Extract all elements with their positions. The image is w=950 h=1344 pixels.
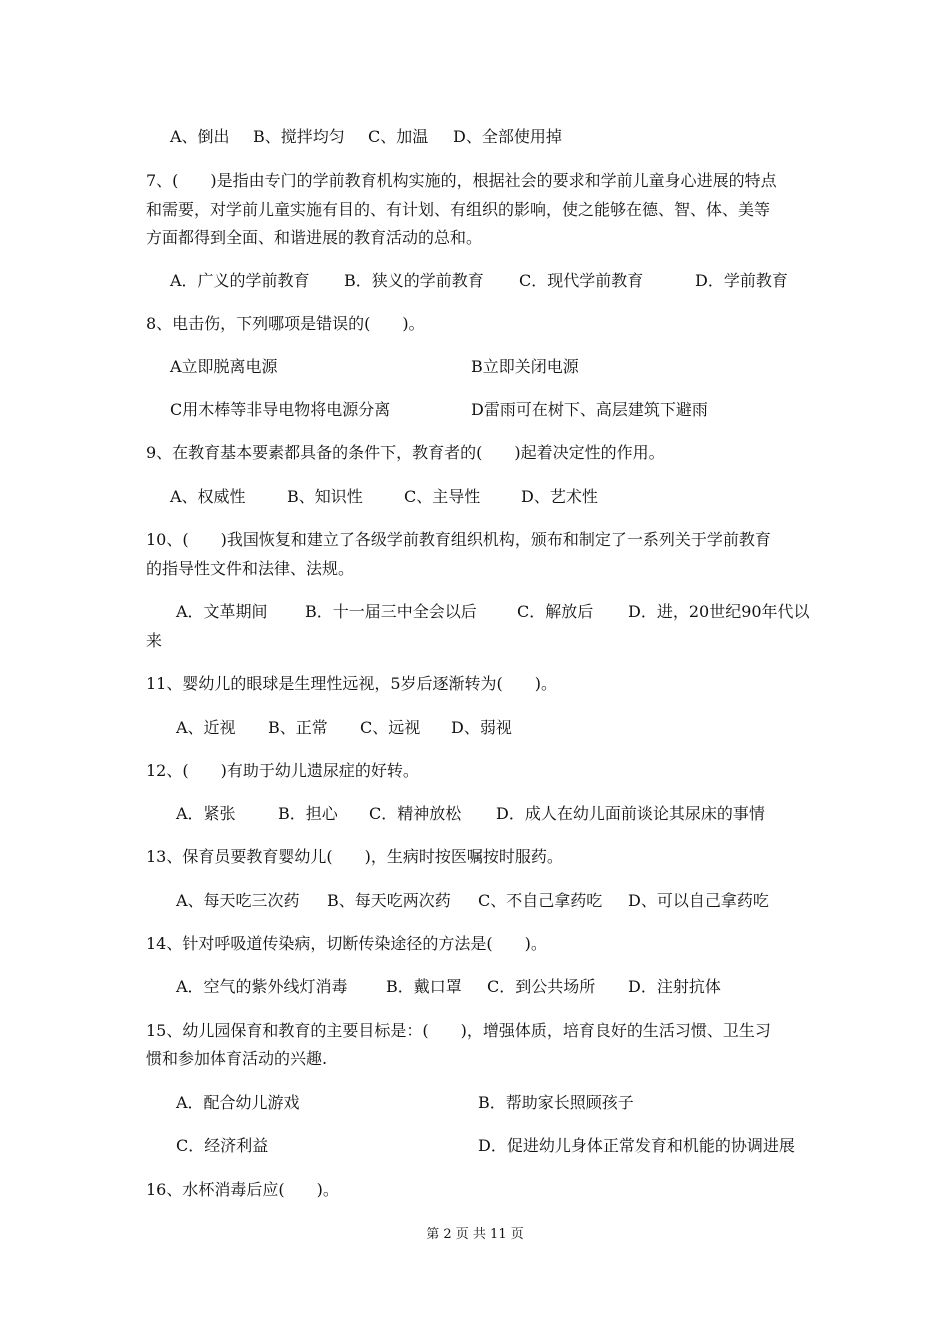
q15-option-a: A．配合幼儿游戏: [176, 1093, 300, 1112]
q12-option-a: A．紧张: [176, 804, 236, 823]
q15-option-b: B．帮助家长照顾孩子: [478, 1093, 634, 1112]
q13-option-c: C、不自己拿药吃: [478, 891, 603, 910]
q12-stem: 12、( )有助于幼儿遗尿症的好转。: [146, 761, 419, 780]
q6-option-a: A、倒出: [170, 127, 230, 146]
q11-stem: 11、婴幼儿的眼球是生理性远视，5岁后逐渐转为( )。: [146, 674, 558, 693]
q7-option-d: D．学前教育: [695, 271, 788, 290]
q10-option-a: A．文革期间: [176, 602, 268, 621]
q9-option-d: D、艺术性: [521, 487, 598, 506]
q6-option-b: B、搅拌均匀: [253, 127, 345, 146]
q8-options-row-1: [0, 356, 950, 378]
q9-option-c: C、主导性: [404, 487, 481, 506]
q7-option-b: B．狭义的学前教育: [344, 271, 484, 290]
q15-stem-line-1: 15、幼儿园保育和教育的主要目标是：( )，增强体质，培育良好的生活习惯、卫生习: [146, 1021, 771, 1040]
q13-stem: 13、保育员要教育婴幼儿( )，生病时按医嘱按时服药。: [146, 847, 563, 866]
q9-option-b: B、知识性: [287, 487, 363, 506]
q11-options-row: [0, 717, 950, 739]
q11-option-d: D、弱视: [451, 718, 512, 737]
page-number-footer: 第 2 页 共 11 页: [426, 1227, 524, 1242]
q10-option-d-wrap: 来: [146, 631, 163, 650]
q10-option-c: C．解放后: [517, 602, 594, 621]
q9-option-a: A、权威性: [170, 487, 246, 506]
q16-stem: 16、水杯消毒后应( )。: [146, 1180, 339, 1199]
q15-options-row-2: [0, 1135, 950, 1157]
q8-option-b: B立即关闭电源: [471, 357, 579, 376]
q7-stem-line-3: 方面都得到全面、和谐进展的教育活动的总和。: [146, 228, 483, 247]
q14-option-a: A．空气的紫外线灯消毒: [176, 977, 348, 996]
q8-option-c: C用木棒等非导电物将电源分离: [170, 400, 391, 419]
q8-stem: 8、电击伤，下列哪项是错误的( )。: [146, 314, 425, 333]
q14-options-row: [0, 976, 950, 998]
q14-stem: 14、针对呼吸道传染病，切断传染途径的方法是( )。: [146, 934, 547, 953]
q11-option-a: A、近视: [176, 718, 236, 737]
q6-option-d: D、全部使用掉: [453, 127, 562, 146]
q15-stem-line-2: 惯和参加体育活动的兴趣.: [146, 1049, 328, 1068]
q12-option-d: D．成人在幼儿面前谈论其尿床的事情: [496, 804, 765, 823]
q6-option-c: C、加温: [368, 127, 429, 146]
q14-option-c: C．到公共场所: [487, 977, 596, 996]
q8-options-row-2: [0, 399, 950, 421]
q13-option-a: A、每天吃三次药: [176, 891, 300, 910]
q8-option-a: A立即脱离电源: [170, 357, 278, 376]
q7-options-row: [0, 270, 950, 292]
q13-options-row: [0, 890, 950, 912]
q11-option-b: B、正常: [268, 718, 328, 737]
q6-options-row: [0, 126, 950, 148]
q10-stem-line-2: 的指导性文件和法律、法规。: [146, 559, 355, 578]
q14-option-d: D．注射抗体: [628, 977, 721, 996]
q12-options-row: [0, 803, 950, 825]
q10-stem-line-1: 10、( )我国恢复和建立了各级学前教育组织机构，颁布和制定了一系列关于学前教育: [146, 530, 771, 549]
q15-option-c: C．经济利益: [176, 1136, 269, 1155]
q7-stem-line-1: 7、( )是指由专门的学前教育机构实施的，根据社会的要求和学前儿童身心进展的特点: [146, 171, 777, 190]
q10-option-d: D．进，20世纪90年代以: [628, 602, 810, 621]
q15-option-d: D．促进幼儿身体正常发育和机能的协调进展: [478, 1136, 795, 1155]
q8-option-d: D雷雨可在树下、高层建筑下避雨: [471, 400, 708, 419]
q7-option-c: C．现代学前教育: [519, 271, 644, 290]
q14-option-b: B．戴口罩: [386, 977, 462, 996]
q11-option-c: C、远视: [360, 718, 421, 737]
q13-option-b: B、每天吃两次药: [327, 891, 451, 910]
q7-option-a: A．广义的学前教育: [170, 271, 310, 290]
q13-option-d: D、可以自己拿药吃: [628, 891, 769, 910]
q10-options-row: [0, 601, 950, 623]
q10-option-b: B．十一届三中全会以后: [305, 602, 477, 621]
q15-options-row-1: [0, 1092, 950, 1114]
q12-option-b: B．担心: [278, 804, 338, 823]
q9-stem: 9、在教育基本要素都具备的条件下，教育者的( )起着决定性的作用。: [146, 443, 665, 462]
q12-option-c: C．精神放松: [369, 804, 462, 823]
q9-options-row: [0, 486, 950, 508]
q7-stem-line-2: 和需要，对学前儿童实施有目的、有计划、有组织的影响，使之能够在德、智、体、美等: [146, 200, 771, 219]
